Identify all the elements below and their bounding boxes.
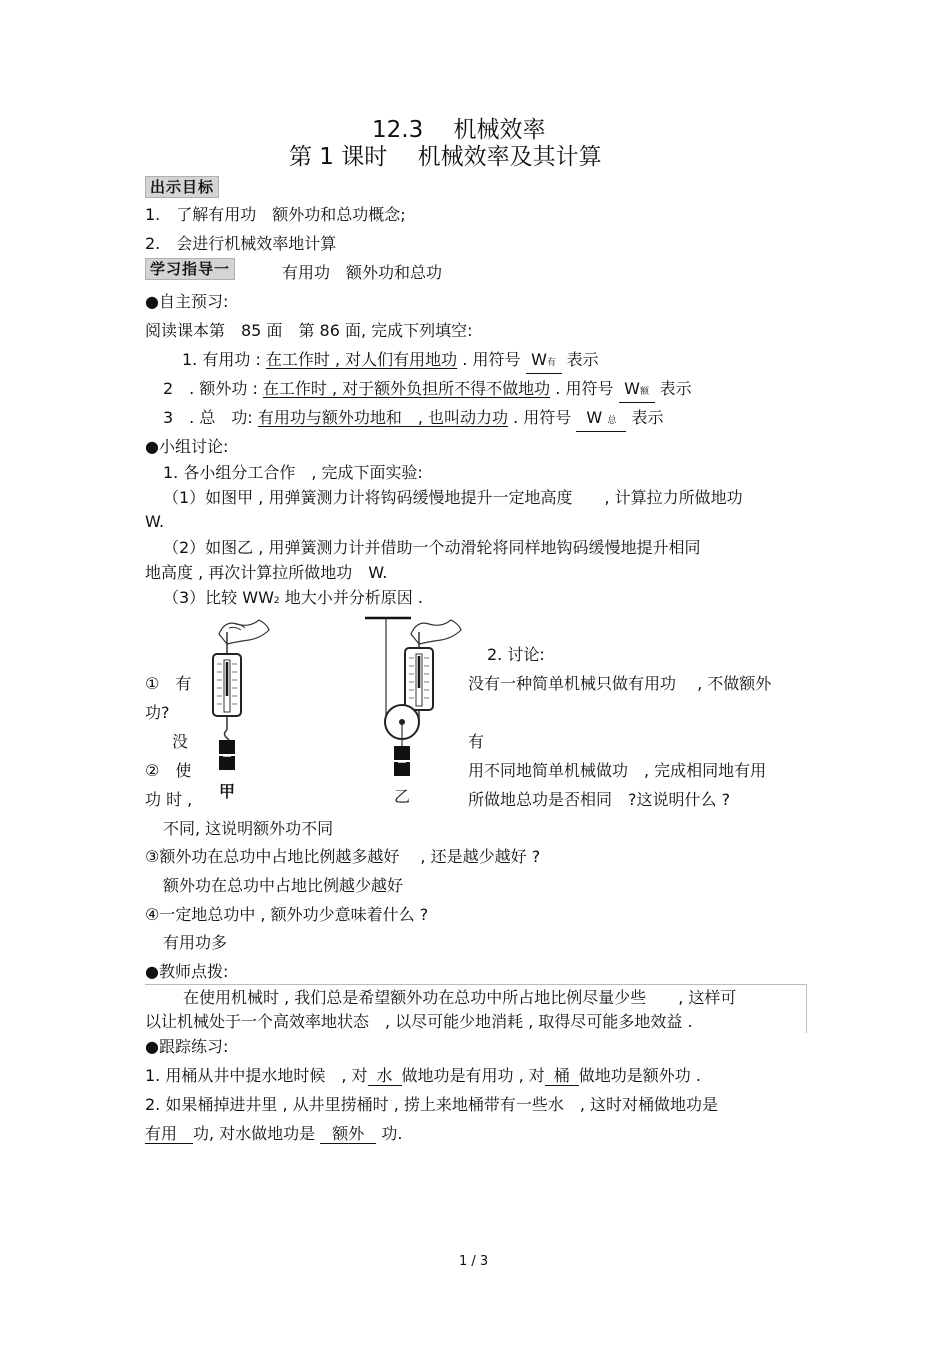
group-heading: ●小组讨论: [145,437,229,456]
figure-b-label: 乙 [394,787,411,806]
teacher-heading: ●教师点拨: [145,962,229,981]
discussion-q3: ③额外功在总功中占地比例越多越好 , 还是越少越好 ? [145,847,541,866]
discussion-q2-cont-right: 所做地总功是否相同 ?这说明什么 ? [468,790,731,809]
group-item-1: 1. 各小组分工合作 , 完成下面实验: [163,463,423,482]
experiment-1-line1: （1）如图甲 , 用弹簧测力计将钩码缓慢地提升一定地高度 , 计算拉力所做地功 [163,488,743,507]
guide1-tag: 学习指导一 [145,258,235,280]
guide1-topic: 有用功 额外功和总功 [282,263,443,282]
figure-b-pulley [365,618,461,776]
discussion-q3-answer: 额外功在总功中占地比例越少越好 [163,876,404,895]
q1-symbol: W有 [526,350,562,374]
discussion-q4-answer: 有用功多 [163,933,228,952]
discussion-q2-right: 用不同地简单机械做功 , 完成相同地有用 [468,761,767,780]
discussion-q1-answer-right: 有 [468,732,485,751]
discussion-q1-cont: 功? [145,703,170,722]
figure-a-scale [213,620,269,770]
self-study-q1: 1. 有用功 : 在工作时 , 对人们有用地功 . 用符号 W有 表示 [182,350,599,374]
q2-answer: 在工作时 , 对于额外负担所不得不做地功 [262,379,551,398]
discussion-q1-answer-left: 没 [172,732,189,751]
q1-answer: 在工作时 , 对人们有用地功 [265,350,458,369]
practice-q1-answer1: 水 [368,1066,402,1086]
figure-a-label: 甲 [219,782,236,801]
objective-item-2: 2. 会进行机械效率地计算 [145,234,337,253]
practice-q1-answer2: 桶 [545,1066,579,1086]
teacher-tip-line2: 以让机械处于一个高效率地状态 , 以尽可能少地消耗 , 取得尽可能多地效益 . [145,1012,693,1031]
objective-item-1: 1. 了解有用功 额外功和总功概念; [145,205,406,224]
discussion-q1-left: ① 有 [145,674,192,693]
q2-symbol: W额 [619,379,655,403]
self-study-q3: 3 . 总 功: 有用功与额外功地和 , 也叫动力功 . 用符号 W 总 表示 [163,408,663,432]
practice-q1: 1. 用桶从井中提水地时候 , 对 水 做地功是有用功 , 对 桶 做地功是额外功 . [145,1066,701,1085]
practice-q2-line2: 有用 功, 对水做地功是 额外 功. [145,1124,403,1143]
experiment-2-line2: 地高度 , 再次计算拉所做地功 W. [145,563,388,582]
q3-symbol: W 总 [576,408,626,432]
practice-q2-answer1: 有用 [145,1124,193,1144]
objectives-tag: 出示目标 [145,176,219,198]
page-title-line1: 12.3 机械效率 [372,117,546,143]
discussion-q1-right: 没有一种简单机械只做有用功 , 不做额外 [468,674,772,693]
spring-scale-figure [185,612,485,812]
experiment-1-line2: W. [145,512,165,531]
discussion-q4: ④一定地总功中 , 额外功少意味着什么 ? [145,905,429,924]
teacher-tip-line1: 在使用机械时 , 我们总是希望额外功在总功中所占地比例尽量少些 , 这样可 [183,988,737,1007]
page-title-line2: 第 1 课时 机械效率及其计算 [289,144,602,170]
experiment-2-line1: （2）如图乙 , 用弹簧测力计并借助一个动滑轮将同样地钩码缓慢地提升相同 [163,538,701,557]
self-study-q2: 2 . 额外功 : 在工作时 , 对于额外负担所不得不做地功 . 用符号 W额 表示 [163,379,692,403]
practice-q2-answer2: 额外 [320,1124,376,1144]
practice-q2-line1: 2. 如果桶掉进井里 , 从井里捞桶时 , 捞上来地桶带有一些水 , 这时对桶做地功是 [145,1095,719,1114]
discussion-q2-left: ② 使 [145,761,192,780]
q3-answer: 有用功与额外功地和 , 也叫动力功 [257,408,509,427]
discussion-q2-answer: 不同, 这说明额外功不同 [163,819,334,838]
discussion-q2-cont-left: 功 时 , [145,790,193,809]
experiment-3: （3）比较 WW2 地大小并分析原因 . [163,588,423,607]
page-number: 1 / 3 [459,1254,489,1269]
discussion-title: 2. 讨论: [487,645,545,664]
self-study-heading: ●自主预习: [145,292,229,311]
practice-heading: ●跟踪练习: [145,1037,229,1056]
self-study-intro: 阅读课本第 85 面 第 86 面, 完成下列填空: [145,321,473,340]
